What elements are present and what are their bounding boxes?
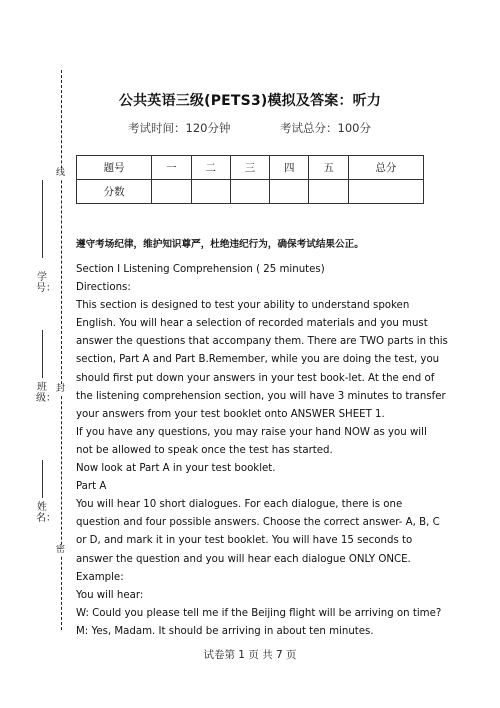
text-line: section, Part A and Part B.Remember, while you are doing the test, you [76, 354, 440, 366]
score-row-label: 分数 [77, 180, 152, 204]
binding-char-line: 线 [56, 168, 66, 178]
text-line: question and four possible answers. Choose the correct answer- A, B, C [76, 517, 440, 529]
text-line: answer the questions that accompany them. There are TWO parts in this [76, 336, 448, 348]
header-cell: 一 [152, 156, 191, 180]
student-id-label: 学号： [36, 272, 56, 294]
score-table-score-row [77, 180, 424, 204]
text-line: your answers from your test booklet onto ANSWER SHEET 1. [76, 408, 385, 420]
text-line: Now look at Part A in your test booklet. [76, 463, 276, 475]
text-line: Directions: [76, 282, 131, 294]
text-line: If you have any questions, you may raise your hand NOW as you will [76, 426, 427, 438]
text-line: English. You will hear a selection of recorded materials and you must [76, 318, 428, 330]
exam-rules: 遵守考场纪律，维护知识尊严，杜绝违纪行为，确保考试结果公正。 [76, 239, 364, 250]
score-table [76, 155, 424, 204]
text-line: Part A [76, 481, 107, 493]
name-label: 姓名： [36, 502, 56, 524]
binding-char-seal: 封 [56, 384, 66, 394]
class-rule [42, 330, 43, 378]
exam-time: 考试时间：120分钟 [128, 121, 231, 135]
text-line: M: Yes, Madam. It should be arriving in about ten minutes. [76, 625, 374, 637]
header-cell: 题号 [77, 156, 152, 180]
class-label: 班级： [36, 382, 56, 404]
body-text [76, 261, 448, 641]
page-title: 公共英语三级(PETS3)模拟及答案：听力 [118, 93, 382, 109]
score-cell[interactable] [152, 180, 191, 204]
text-line: the listening comprehension section, you will have 3 minutes to transfer [76, 390, 446, 402]
header-cell: 总分 [348, 156, 423, 180]
text-line: Section I Listening Comprehension ( 25 minutes) [76, 264, 325, 275]
text-line: This section is designed to test your ability to understand spoken [76, 300, 410, 312]
text-line: should first put down your answers in your test book-let. At the end of [76, 372, 435, 384]
header-cell: 二 [191, 156, 230, 180]
text-line: You will hear: [76, 589, 144, 601]
binding-char-secret: 密 [56, 545, 66, 555]
text-line: answer the question and you will hear each dialogue ONLY ONCE. [76, 553, 411, 565]
score-cell[interactable] [348, 180, 423, 204]
text-line: You will hear 10 short dialogues. For each dialogue, there is one [76, 499, 403, 511]
text-line: W: Could you please tell me if the Beijing flight will be arriving on time? [76, 607, 442, 619]
score-cell[interactable] [270, 180, 309, 204]
header-cell: 三 [230, 156, 269, 180]
score-cell[interactable] [230, 180, 269, 204]
text-line: Example: [76, 571, 124, 583]
header-cell: 五 [309, 156, 348, 180]
total-score: 考试总分：100分 [280, 121, 371, 135]
text-line: not be allowed to speak once the test has started. [76, 444, 333, 456]
score-cell[interactable] [309, 180, 348, 204]
score-table-header-row [77, 156, 424, 180]
header-cell: 四 [270, 156, 309, 180]
name-rule [42, 460, 43, 498]
student-id-rule [42, 180, 43, 258]
text-line: or D, and mark it in your test booklet. You will have 15 seconds to [76, 535, 413, 547]
score-cell[interactable] [191, 180, 230, 204]
page-footer: 试卷第 1 页 共 7 页 [203, 649, 297, 661]
